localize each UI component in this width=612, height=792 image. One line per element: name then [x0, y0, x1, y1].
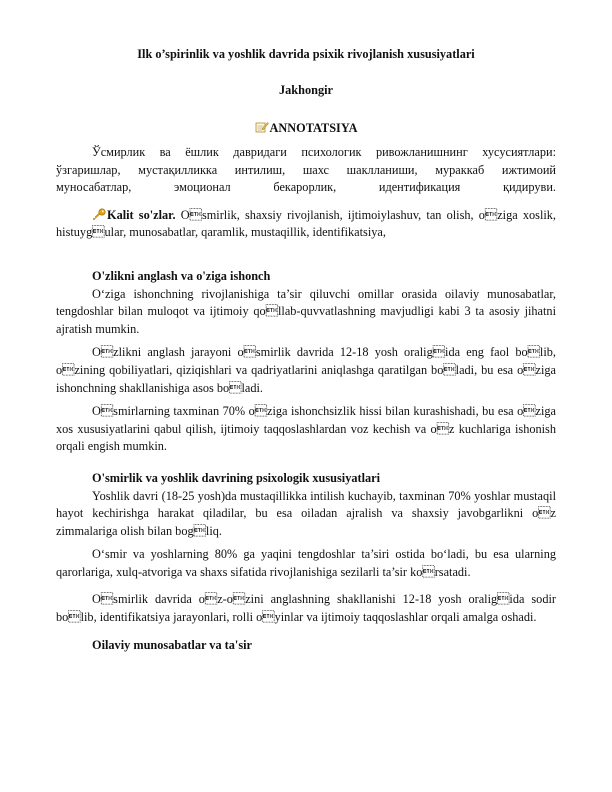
keywords-paragraph — [56, 207, 556, 242]
paragraph: Osmirlik davrida oz-ozini anglashning shakllanishi 12-18 yosh oraligida sodir bolib, identifikatsiya jarayonlari, rolli oyinlar va ijtimoiy taqqoslashlar orqali amalga oshadi. — [56, 592, 556, 625]
section-self-awareness — [56, 268, 556, 456]
annotation-text — [56, 144, 556, 197]
annotation-line: Ўсмирлик ва ёшлик давридаги психологик ривожланишнинг хусусиятлари: — [92, 145, 556, 159]
annotation-line: ўзгаришлар, мустақилликка интилиш, шахс шаклланиши, мураккаб ижтимоий — [56, 162, 556, 177]
author-name: Jakhongir — [279, 83, 333, 97]
section-family — [56, 637, 556, 655]
annotation-heading-text: ANNOTATSIYA — [269, 121, 358, 135]
paragraph: O‘smir va yoshlarning 80% ga yaqini tengdoshlar ta’siri ostida bo‘ladi, bu esa ularning qarorlariga, xulq-atvoriga va shaxs sifatida rivojlanishiga sezilarli ta’sir korsatadi. — [56, 547, 556, 579]
keywords-label: Kalit so'zlar. — [107, 207, 176, 222]
paragraph: Ozlikni anglash jarayoni osmirlik davrida 12-18 yosh oraligida eng faol bolib, ozining qobiliyatlari, qiziqishlari va qadriyatlarini aniqlashga qaratilgan boladi, bu esa oziga ishonchning shakllanishiga asos boladi. — [56, 345, 556, 395]
annotation-line: муносабатлар, эмоционал бекарорлик, идентификация қидируви. — [56, 180, 556, 195]
paragraph: Yoshlik davri (18-25 yosh)da mustaqillikka intilish kuchayib, taxminan 70% yoshlar mustaqil hayot kechirishga harakat qiladilar, bu esa oiladan ajralish va shaxsiy javobgarlikni oz zimmalariga olish bilan bogliq. — [56, 488, 556, 538]
section-heading: O'smirlik va yoshlik davrining psixologik xususiyatlari — [92, 470, 381, 485]
paragraph: O‘ziga ishonchning rivojlanishiga ta’sir qiluvchi omillar orasida oilaviy munosabatlar, tengdoshlar bilan muloqot va ijtimoiy qollab-quvvatlashning mavjudligi kabi 3 ta asosiy jihatni ajratish mumkin. — [56, 286, 556, 336]
section-psychology — [56, 470, 556, 627]
document-title: Ilk o’spirinlik va yoshlik davrida psixik rivojlanish xususiyatlari — [137, 47, 475, 61]
annotation-heading — [56, 120, 556, 138]
document-body — [56, 46, 556, 654]
memo-icon — [255, 121, 269, 133]
section-heading: Oilaviy munosabatlar va ta'sir — [92, 637, 252, 652]
key-icon — [92, 208, 106, 221]
section-heading: O'zlikni anglash va o'ziga ishonch — [92, 268, 271, 283]
paragraph: Osmirlarning taxminan 70% oziga ishonchsizlik hissi bilan kurashishadi, bu esa oziga xos xususiyatlarini qabul qilish, ijtimoiy taqqoslashlardan voz kechish va oz kuchlariga ishonish orqali engish mumkin. — [56, 404, 556, 454]
keywords-text: Osmirlik, shaxsiy rivojlanish, ijtimoiylashuv, tan olish, oziga xoslik, histuygular, munosabatlar, qaramlik, mustaqillik, identifikatsiya, — [56, 207, 556, 240]
